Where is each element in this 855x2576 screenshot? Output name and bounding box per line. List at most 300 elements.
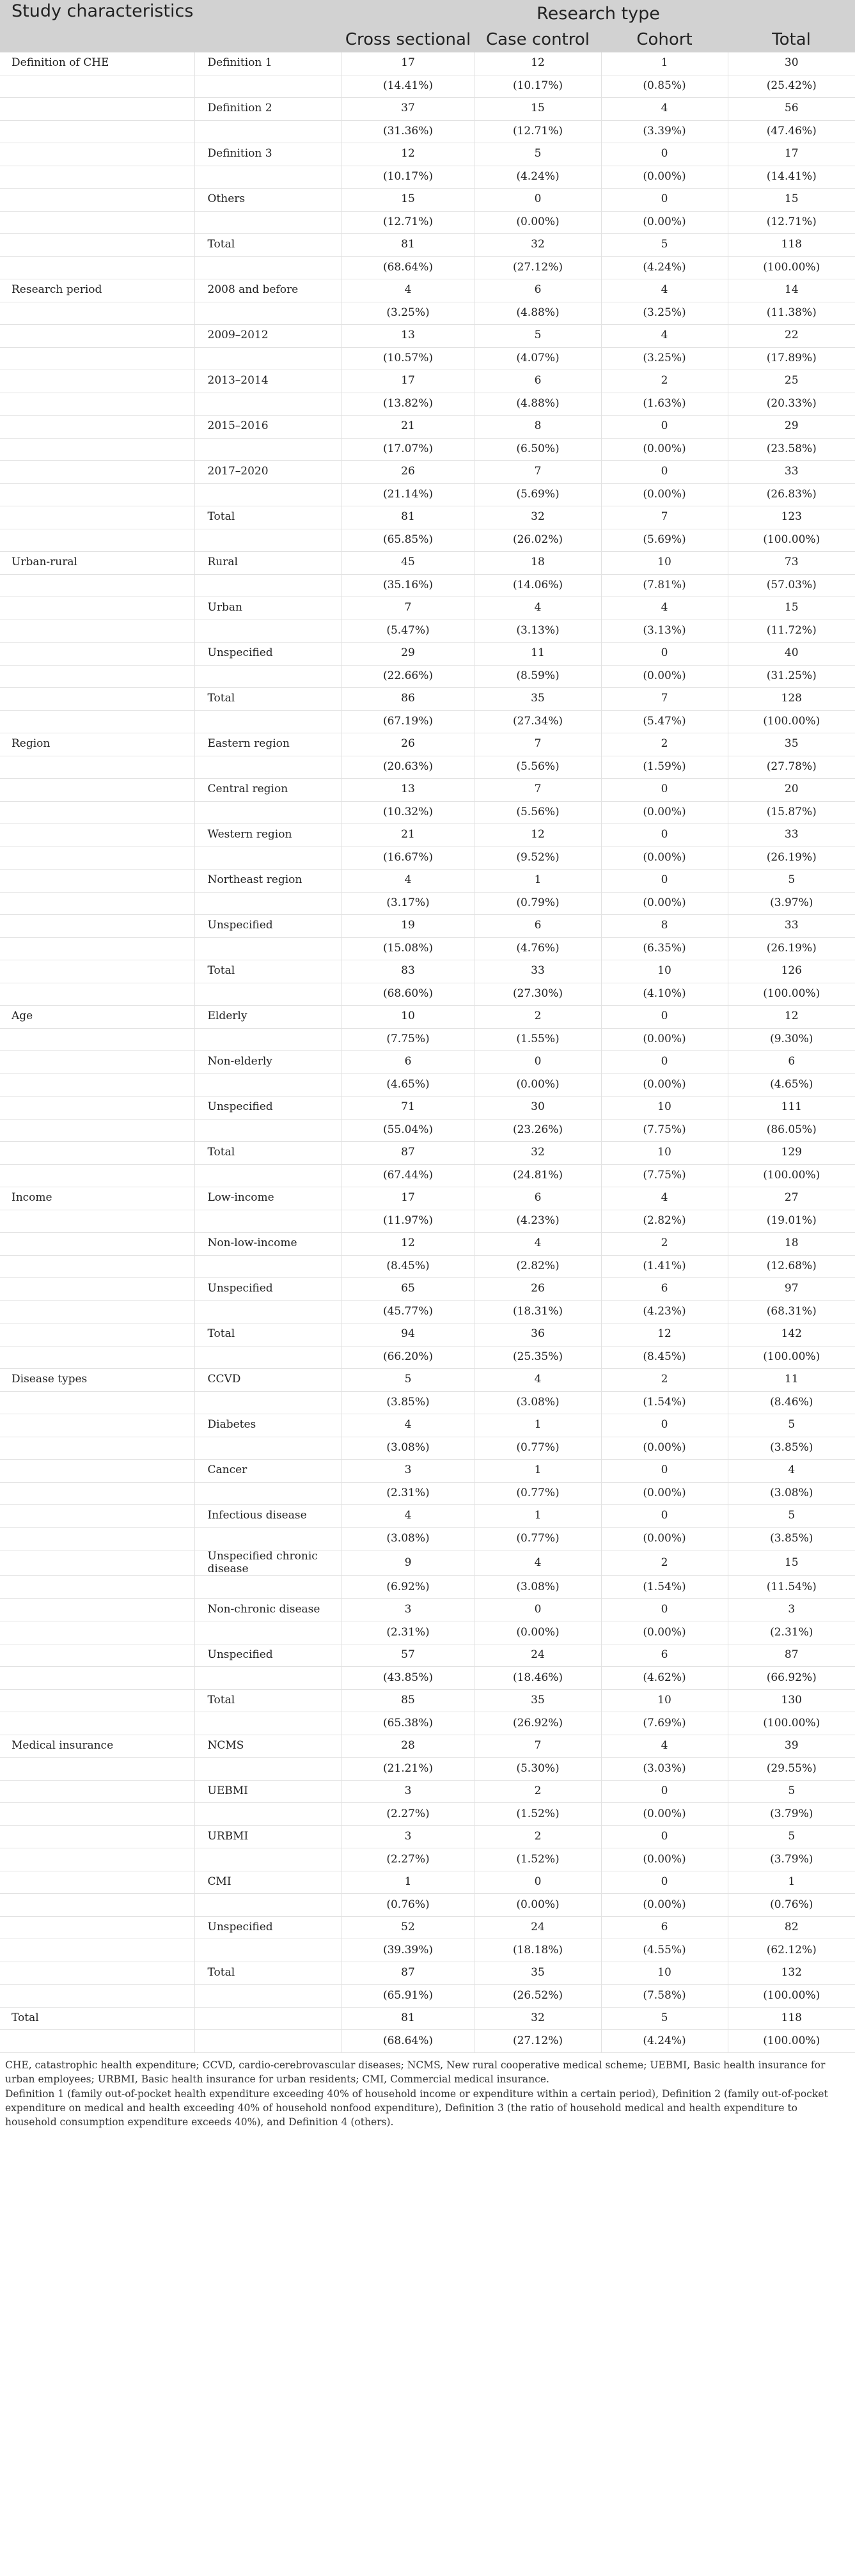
count-cell: 1 — [475, 1414, 601, 1437]
level-label: Low-income — [194, 1187, 341, 1210]
percent-cell: (29.55%) — [728, 1758, 855, 1781]
count-cell: 18 — [475, 552, 601, 575]
percent-cell: (0.00%) — [601, 211, 728, 234]
category-cell — [0, 143, 194, 166]
percent-cell: (10.32%) — [341, 801, 475, 824]
percent-cell: (68.60%) — [341, 983, 475, 1006]
count-cell: 18 — [728, 1233, 855, 1256]
table-row — [0, 1689, 855, 1712]
category-cell — [0, 574, 194, 597]
count-cell: 0 — [601, 416, 728, 439]
table-row — [0, 779, 855, 802]
category-cell — [0, 801, 194, 824]
level-label — [194, 2007, 341, 2030]
count-cell: 4 — [341, 870, 475, 893]
table-row-percent — [0, 710, 855, 733]
count-cell: 2 — [601, 733, 728, 756]
count-cell: 6 — [728, 1051, 855, 1074]
percent-cell: (0.00%) — [601, 1482, 728, 1505]
count-cell: 4 — [475, 597, 601, 620]
header-total: Total — [728, 27, 855, 52]
level-cell — [194, 1391, 341, 1414]
category-cell — [0, 1689, 194, 1712]
table-row — [0, 279, 855, 302]
count-cell: 56 — [728, 98, 855, 121]
count-cell: 40 — [728, 643, 855, 666]
percent-cell: (2.27%) — [341, 1848, 475, 1871]
count-cell: 4 — [475, 1233, 601, 1256]
table-row-percent — [0, 256, 855, 279]
count-cell: 32 — [475, 506, 601, 529]
table-row-percent — [0, 1621, 855, 1644]
table-row-percent — [0, 302, 855, 325]
percent-cell: (45.77%) — [341, 1300, 475, 1323]
count-cell: 0 — [601, 870, 728, 893]
count-cell: 10 — [601, 1142, 728, 1165]
percent-cell: (47.46%) — [728, 120, 855, 143]
table-row — [0, 597, 855, 620]
level-cell — [194, 1848, 341, 1871]
percent-cell: (0.00%) — [475, 1073, 601, 1097]
table-row-percent — [0, 529, 855, 552]
table-row — [0, 552, 855, 575]
count-cell: 0 — [601, 779, 728, 802]
count-cell: 20 — [728, 779, 855, 802]
count-cell: 29 — [341, 643, 475, 666]
count-cell: 17 — [728, 143, 855, 166]
percent-cell: (4.65%) — [728, 1073, 855, 1097]
table-row-percent — [0, 892, 855, 915]
count-cell: 4 — [475, 1369, 601, 1392]
count-cell: 6 — [341, 1051, 475, 1074]
count-cell: 0 — [475, 189, 601, 212]
count-cell: 45 — [341, 552, 475, 575]
level-label: Non-elderly — [194, 1051, 341, 1074]
percent-cell: (2.27%) — [341, 1803, 475, 1826]
count-cell: 4 — [728, 1460, 855, 1483]
category-cell — [0, 1550, 194, 1576]
category-cell — [0, 166, 194, 189]
table-row — [0, 1962, 855, 1985]
category-cell — [0, 461, 194, 484]
percent-cell: (4.55%) — [601, 1939, 728, 1962]
count-cell: 0 — [601, 1871, 728, 1894]
table-row-percent — [0, 1028, 855, 1051]
level-cell — [194, 1164, 341, 1187]
table-header — [0, 0, 855, 52]
table-row — [0, 1051, 855, 1074]
level-label: Urban — [194, 597, 341, 620]
percent-cell: (100.00%) — [728, 1712, 855, 1735]
count-cell: 39 — [728, 1735, 855, 1758]
table-row-percent — [0, 620, 855, 643]
percent-cell: (8.46%) — [728, 1391, 855, 1414]
category-cell — [0, 483, 194, 506]
count-cell: 86 — [341, 688, 475, 711]
percent-cell: (100.00%) — [728, 1164, 855, 1187]
table-row-percent — [0, 1437, 855, 1460]
percent-cell: (2.82%) — [601, 1210, 728, 1233]
count-cell: 0 — [601, 1414, 728, 1437]
percent-cell: (27.30%) — [475, 983, 601, 1006]
percent-cell: (0.00%) — [475, 1894, 601, 1917]
count-cell: 2 — [601, 1369, 728, 1392]
percent-cell: (0.00%) — [601, 847, 728, 870]
percent-cell: (0.76%) — [341, 1894, 475, 1917]
category-cell — [0, 1916, 194, 1939]
percent-cell: (68.64%) — [341, 2030, 475, 2053]
table-row-percent — [0, 1803, 855, 1826]
count-cell: 26 — [341, 461, 475, 484]
level-label: Unspecified — [194, 1278, 341, 1301]
percent-cell: (8.45%) — [601, 1346, 728, 1369]
count-cell: 1 — [341, 1871, 475, 1894]
count-cell: 12 — [601, 1323, 728, 1347]
count-cell: 7 — [601, 506, 728, 529]
percent-cell: (5.56%) — [475, 801, 601, 824]
category-cell — [0, 1233, 194, 1256]
count-cell: 6 — [601, 1916, 728, 1939]
percent-cell: (1.54%) — [601, 1576, 728, 1599]
table-row — [0, 870, 855, 893]
count-cell: 4 — [601, 597, 728, 620]
count-cell: 0 — [601, 1825, 728, 1848]
level-cell — [194, 1939, 341, 1962]
category-cell — [0, 1097, 194, 1120]
count-cell: 130 — [728, 1689, 855, 1712]
category-label: Region — [0, 733, 194, 756]
percent-cell: (3.39%) — [601, 120, 728, 143]
level-cell — [194, 393, 341, 416]
percent-cell: (8.59%) — [475, 665, 601, 688]
table-row — [0, 52, 855, 75]
table-row — [0, 1780, 855, 1803]
count-cell: 4 — [601, 1735, 728, 1758]
percent-cell: (3.08%) — [341, 1437, 475, 1460]
table-row-percent — [0, 1758, 855, 1781]
percent-cell: (67.44%) — [341, 1164, 475, 1187]
count-cell: 87 — [728, 1644, 855, 1667]
count-cell: 4 — [601, 98, 728, 121]
count-cell: 32 — [475, 2007, 601, 2030]
level-label: Infectious disease — [194, 1505, 341, 1528]
table-row-percent — [0, 438, 855, 461]
percent-cell: (65.91%) — [341, 1985, 475, 2008]
category-cell — [0, 1871, 194, 1894]
category-cell — [0, 710, 194, 733]
count-cell: 87 — [341, 1142, 475, 1165]
level-cell — [194, 710, 341, 733]
count-cell: 2 — [475, 1780, 601, 1803]
level-cell — [194, 1437, 341, 1460]
count-cell: 5 — [728, 1780, 855, 1803]
percent-cell: (1.54%) — [601, 1391, 728, 1414]
count-cell: 33 — [728, 824, 855, 847]
percent-cell: (0.77%) — [475, 1437, 601, 1460]
category-cell — [0, 1644, 194, 1667]
count-cell: 35 — [475, 1689, 601, 1712]
level-cell — [194, 574, 341, 597]
level-cell — [194, 892, 341, 915]
count-cell: 82 — [728, 1916, 855, 1939]
percent-cell: (19.01%) — [728, 1210, 855, 1233]
percent-cell: (1.63%) — [601, 393, 728, 416]
level-cell — [194, 1119, 341, 1142]
count-cell: 81 — [341, 234, 475, 257]
count-cell: 9 — [341, 1550, 475, 1576]
count-cell: 1 — [601, 52, 728, 75]
table-row-percent — [0, 1119, 855, 1142]
percent-cell: (2.31%) — [728, 1621, 855, 1644]
percent-cell: (1.52%) — [475, 1803, 601, 1826]
percent-cell: (12.68%) — [728, 1255, 855, 1278]
table-row-percent — [0, 1527, 855, 1550]
percent-cell: (100.00%) — [728, 1985, 855, 2008]
table-row-percent — [0, 1255, 855, 1278]
percent-cell: (26.92%) — [475, 1712, 601, 1735]
count-cell: 4 — [601, 325, 728, 348]
table-row — [0, 370, 855, 393]
level-cell — [194, 120, 341, 143]
count-cell: 17 — [341, 1187, 475, 1210]
table-row-percent — [0, 1073, 855, 1097]
category-cell — [0, 892, 194, 915]
level-label: NCMS — [194, 1735, 341, 1758]
count-cell: 6 — [475, 1187, 601, 1210]
level-cell — [194, 75, 341, 98]
count-cell: 57 — [341, 1644, 475, 1667]
percent-cell: (14.06%) — [475, 574, 601, 597]
percent-cell: (5.30%) — [475, 1758, 601, 1781]
category-cell — [0, 325, 194, 348]
percent-cell: (14.41%) — [341, 75, 475, 98]
percent-cell: (13.82%) — [341, 393, 475, 416]
percent-cell: (15.08%) — [341, 937, 475, 960]
percent-cell: (2.31%) — [341, 1482, 475, 1505]
category-cell — [0, 960, 194, 983]
level-label: Central region — [194, 779, 341, 802]
percent-cell: (27.34%) — [475, 710, 601, 733]
count-cell: 10 — [341, 1006, 475, 1029]
category-cell — [0, 779, 194, 802]
percent-cell: (3.08%) — [475, 1576, 601, 1599]
level-cell — [194, 438, 341, 461]
table-row — [0, 1598, 855, 1621]
category-label: Medical insurance — [0, 1735, 194, 1758]
percent-cell: (18.18%) — [475, 1939, 601, 1962]
category-cell — [0, 98, 194, 121]
category-cell — [0, 1962, 194, 1985]
percent-cell: (55.04%) — [341, 1119, 475, 1142]
percent-cell: (66.20%) — [341, 1346, 475, 1369]
count-cell: 8 — [475, 416, 601, 439]
count-cell: 5 — [728, 1505, 855, 1528]
count-cell: 0 — [601, 1780, 728, 1803]
level-label: CMI — [194, 1871, 341, 1894]
category-cell — [0, 393, 194, 416]
count-cell: 2 — [475, 1006, 601, 1029]
level-label: Eastern region — [194, 733, 341, 756]
percent-cell: (0.76%) — [728, 1894, 855, 1917]
header-cross-sectional: Cross sectional — [341, 27, 475, 52]
table-row — [0, 234, 855, 257]
percent-cell: (11.97%) — [341, 1210, 475, 1233]
count-cell: 28 — [341, 1735, 475, 1758]
count-cell: 15 — [728, 189, 855, 212]
count-cell: 12 — [341, 1233, 475, 1256]
percent-cell: (31.25%) — [728, 665, 855, 688]
count-cell: 0 — [475, 1598, 601, 1621]
category-cell — [0, 1346, 194, 1369]
level-cell — [194, 2030, 341, 2053]
percent-cell: (6.50%) — [475, 438, 601, 461]
count-cell: 12 — [475, 52, 601, 75]
table-row-percent — [0, 1482, 855, 1505]
count-cell: 5 — [728, 1414, 855, 1437]
percent-cell: (4.62%) — [601, 1667, 728, 1690]
count-cell: 4 — [475, 1550, 601, 1576]
table-row-percent — [0, 1346, 855, 1369]
category-cell — [0, 1527, 194, 1550]
count-cell: 3 — [341, 1598, 475, 1621]
category-cell — [0, 1758, 194, 1781]
percent-cell: (9.52%) — [475, 847, 601, 870]
category-label: Income — [0, 1187, 194, 1210]
category-cell — [0, 915, 194, 938]
count-cell: 30 — [728, 52, 855, 75]
category-cell — [0, 302, 194, 325]
level-cell — [194, 983, 341, 1006]
category-cell — [0, 1414, 194, 1437]
percent-cell: (3.85%) — [728, 1527, 855, 1550]
level-label: CCVD — [194, 1369, 341, 1392]
percent-cell: (20.33%) — [728, 393, 855, 416]
count-cell: 8 — [601, 915, 728, 938]
percent-cell: (9.30%) — [728, 1028, 855, 1051]
percent-cell: (3.25%) — [601, 347, 728, 370]
count-cell: 33 — [475, 960, 601, 983]
percent-cell: (100.00%) — [728, 710, 855, 733]
count-cell: 6 — [475, 279, 601, 302]
count-cell: 71 — [341, 1097, 475, 1120]
table-row — [0, 325, 855, 348]
percent-cell: (35.16%) — [341, 574, 475, 597]
table-row-percent — [0, 847, 855, 870]
percent-cell: (43.85%) — [341, 1667, 475, 1690]
category-cell — [0, 1482, 194, 1505]
percent-cell: (0.00%) — [601, 801, 728, 824]
count-cell: 6 — [475, 370, 601, 393]
category-cell — [0, 847, 194, 870]
percent-cell: (7.81%) — [601, 574, 728, 597]
level-cell — [194, 620, 341, 643]
table-row-percent — [0, 574, 855, 597]
category-cell — [0, 1323, 194, 1347]
level-label: 2008 and before — [194, 279, 341, 302]
percent-cell: (0.85%) — [601, 75, 728, 98]
count-cell: 0 — [601, 1006, 728, 1029]
percent-cell: (0.00%) — [601, 892, 728, 915]
percent-cell: (3.97%) — [728, 892, 855, 915]
category-label: Urban-rural — [0, 552, 194, 575]
level-cell — [194, 256, 341, 279]
level-cell — [194, 166, 341, 189]
table-row-percent — [0, 1667, 855, 1690]
table-row-percent — [0, 75, 855, 98]
count-cell: 6 — [601, 1644, 728, 1667]
level-label: Unspecified — [194, 1097, 341, 1120]
table-row — [0, 1735, 855, 1758]
table-row-percent — [0, 665, 855, 688]
table-footnotes — [0, 2053, 855, 2130]
percent-cell: (10.17%) — [475, 75, 601, 98]
count-cell: 2 — [475, 1825, 601, 1848]
category-cell — [0, 824, 194, 847]
level-label: 2017–2020 — [194, 461, 341, 484]
count-cell: 142 — [728, 1323, 855, 1347]
percent-cell: (4.88%) — [475, 302, 601, 325]
percent-cell: (100.00%) — [728, 983, 855, 1006]
percent-cell: (0.00%) — [601, 1437, 728, 1460]
table-row-percent — [0, 483, 855, 506]
percent-cell: (26.52%) — [475, 1985, 601, 2008]
level-label: Unspecified — [194, 1644, 341, 1667]
count-cell: 94 — [341, 1323, 475, 1347]
count-cell: 6 — [475, 915, 601, 938]
level-label: Unspecified — [194, 643, 341, 666]
level-label: Total — [194, 1689, 341, 1712]
count-cell: 0 — [601, 824, 728, 847]
table-row-percent — [0, 756, 855, 779]
category-cell — [0, 234, 194, 257]
count-cell: 97 — [728, 1278, 855, 1301]
table-row-percent — [0, 1894, 855, 1917]
level-cell — [194, 801, 341, 824]
percent-cell: (0.00%) — [601, 1848, 728, 1871]
percent-cell: (0.79%) — [475, 892, 601, 915]
percent-cell: (3.25%) — [341, 302, 475, 325]
level-cell — [194, 1621, 341, 1644]
count-cell: 81 — [341, 2007, 475, 2030]
percent-cell: (0.00%) — [475, 211, 601, 234]
count-cell: 126 — [728, 960, 855, 983]
percent-cell: (5.56%) — [475, 756, 601, 779]
count-cell: 0 — [601, 643, 728, 666]
table-row-percent — [0, 1164, 855, 1187]
percent-cell: (5.47%) — [341, 620, 475, 643]
header-research-type: Research type — [341, 0, 855, 27]
table-row-percent — [0, 1210, 855, 1233]
count-cell: 2 — [601, 1233, 728, 1256]
count-cell: 15 — [728, 597, 855, 620]
count-cell: 30 — [475, 1097, 601, 1120]
category-cell — [0, 1028, 194, 1051]
count-cell: 4 — [601, 1187, 728, 1210]
percent-cell: (0.00%) — [601, 1803, 728, 1826]
level-label: Definition 2 — [194, 98, 341, 121]
table-row — [0, 2007, 855, 2030]
count-cell: 0 — [601, 1460, 728, 1483]
count-cell: 4 — [601, 279, 728, 302]
header-study-characteristics: Study characteristics — [0, 0, 341, 52]
count-cell: 5 — [728, 1825, 855, 1848]
count-cell: 3 — [341, 1825, 475, 1848]
percent-cell: (4.65%) — [341, 1073, 475, 1097]
level-cell — [194, 1346, 341, 1369]
count-cell: 21 — [341, 416, 475, 439]
category-cell — [0, 506, 194, 529]
table-row — [0, 1550, 855, 1576]
